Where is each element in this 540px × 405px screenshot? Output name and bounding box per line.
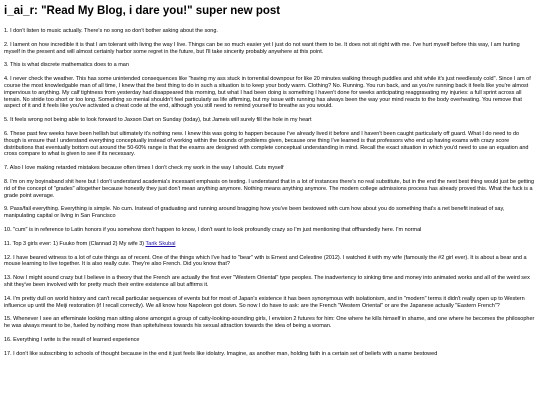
list-item: 16. Everything I write is the result of learned experience: [4, 336, 140, 343]
list-item: 4. I never check the weather. This has some unintended consequences like "having my ass stuck in torrential downpour for like 20 minutes walking through puddles and shit while it's just needlessly cold". Since I am of course the most knowledgable man of all time, I knew that the best thing to do in such a situation is to keep your body warm. Clothing? No. Running. You run back, and as you're running back it feels like you're almost impervious to anything. My calf tightness from yesterday had disappeared this morning, but what I had been doing is something I haven't done for weeks anticipating reaggravating my injuries: a full sprint across all terrain. No stride too short or too long. Something so menial shouldn't feel particularly as life affirming, but my issue with running has always been the way your mind reacts to the body overheating. You remove that aspect of it and it feels like you've activated a cheat code at the end, although you still need to remind yourself to breathe as you would.: [4, 76, 531, 110]
list-item: 17. I don't like subscribing to schools of thought because in the end it just feels like idolatry. Imagine, as another man, holding faith in a certain set of beliefs with a name bestowed: [4, 350, 438, 357]
tarik-skubal-link[interactable]: Tarik Skubal: [145, 240, 176, 247]
list-item: 14. I'm pretty dull on world history and can't recall particular sequences of events but for most of Japan's existence it has been synonymous with isolationism, and in "modern" terms it didn't really open up to Western influence up until the Meiji restoration (if I recall correctly). We all know how Napoleon got down. So now I do have to ask: are the French "Western Oriental" or are the Japanese actually "Eastern French"?: [4, 295, 525, 309]
list-item-with-link: [4, 241, 536, 248]
list-item: 13. Now I might sound crazy but I believe in a theory that the French are actually the first ever "Western Oriental" type peoples. The inadvertency to sinking time and money into animated works and all of the weird sex shit they've been involved with for pretty much their entire existence all but affirms it.: [4, 275, 530, 288]
post-title: i_ai_r: "Read My Blog, i dare you!" super new post: [4, 5, 281, 17]
list-item: 1. I don't listen to music actually. There's no song so don't bother asking about the song.: [4, 28, 218, 34]
list-item-text: 11. Top 3 girls ever: 1) Fuuko from (Clannad 2) My wife 3): [4, 240, 146, 247]
list-item: 12. I have beared witness to a lot of cute things as of recent. One of the things which I've had to "bear" with is Ernest and Celestine (2012). I watched it with my wife (famously the #2 girl ever). It is about a bear and a mouse learning to live together. It is also really cute. They're also French. Did you know that?: [4, 254, 527, 268]
list-item: 9. Pass/fail everything. Everything is simple. No cum. Instead of graduating and running around bragging how you've been bestowed with cum how about you do something that's a net benefit instead of say, manipulating capital or living in San Francisco: [4, 206, 505, 220]
list-item: 10. "cum" is in reference to Latin honors if you somehow don't happen to know, I don't want to look profoundly crazy so I'm just mentioning that offhandedly here. I'm normal: [4, 226, 422, 233]
list-item: 2. I lament on how incredible it is that I am tolerant with living the way I live. Things can be so much easier yet I just do not want them to be. It does not sit right with me. I've hurt myself before this way, I am hurting myself in the present and will almost certainly harbor some regret in the future, but I'll take sincerity probably anywhere at this point.: [4, 41, 520, 55]
list-item: 7. Also I love making retarded mistakes because often times I don't check my work in the way I should. Cuts myself: [4, 165, 284, 172]
list-item: 15. Whenever I see an effeminate looking man sitting alone amongst a group of catty-looking-sounding girls, I envision 2 futures for him: One where he kills himself in shame, and one where he becomes the philosopher he was always meant to be, fueled by nothing more than spitefulness towards his sexual attraction towards the idea of being a woman.: [4, 316, 535, 330]
list-item: 5. It feels wrong not being able to look forward to Jaxson Dart on Sunday (today), but Jameis will surely fill the hole in my heart: [4, 117, 312, 124]
list-item: 3. This is what discrete mathematics does to a man: [4, 62, 129, 69]
list-item: 6. These past few weeks have been hellish but ultimately it's nothing new. I knew this was going to happen because I've already lived it before and I haven't been caught particularly off guard. What I do need to do though is ensure that I understand everything conceptually instead of working within the bounds of problems given, because one thing I've learned is that professors who end up having exams with crazy score distributions that eventually bottom out around the 50-60% range is that the exams are designed with complete conceptual understanding in mind. Recall the exact situation in which you'd need to use an equation and cross compare to what is given to see if its necessary.: [4, 130, 529, 158]
list-item: 8. I'm on my boyinaband shit here but I don't understand academia's incessant emphasis on testing. I understand that in a lot of instances there's no real substitute, but in the end the next best thing would just be getting rid of the concept of "grades" altogether because honestly they just don't mean anything anymore. Nothing means anything anymore. The modern college admissions process has already proved this. What the fuck is a grade point average.: [4, 178, 535, 199]
